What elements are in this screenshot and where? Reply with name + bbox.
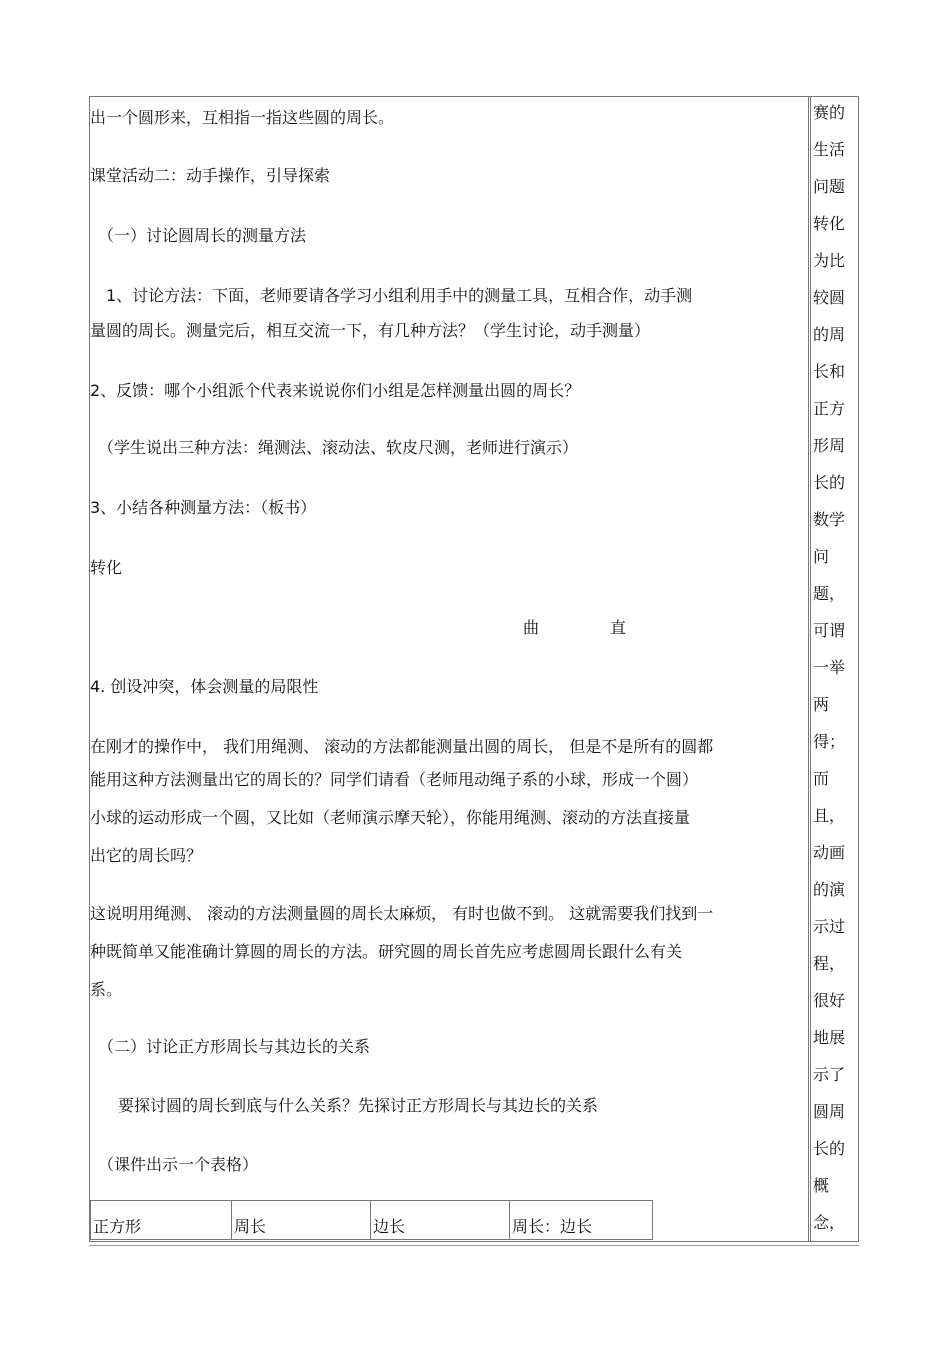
side-note-line: 长的 bbox=[813, 1139, 846, 1158]
side-note-line: 长的 bbox=[813, 473, 846, 492]
text-line: 量圆的周长。测量完后，相互交流一下，有几种方法？（学生讨论，动手测量） bbox=[90, 321, 651, 340]
side-note-line: 转化 bbox=[813, 214, 846, 233]
text-line: 出一个圆形来，互相指一指这些圆的周长。 bbox=[90, 108, 395, 127]
side-note-line: 圆周 bbox=[813, 1102, 846, 1121]
table-header-cell: 周长 bbox=[232, 1201, 371, 1240]
side-note-line: 生活 bbox=[813, 140, 846, 159]
text-line: 种既简单又能准确计算圆的周长的方法。研究圆的周长首先应考虑圆周长跟什么有关 bbox=[90, 942, 683, 961]
side-note-line: 而 bbox=[813, 769, 830, 788]
table-row bbox=[91, 1201, 653, 1240]
text-line: 要探讨圆的周长到底与什么关系？先探讨正方形周长与其边长的关系 bbox=[118, 1096, 599, 1115]
text-line: 3、小结各种测量方法：（板书） bbox=[90, 498, 317, 517]
text-line: （学生说出三种方法：绳测法、滚动法、软皮尺测，老师进行演示） bbox=[98, 438, 579, 457]
table-header-cell: 边长 bbox=[371, 1201, 510, 1240]
column-divider bbox=[808, 96, 811, 1242]
side-note-line: 的周 bbox=[813, 325, 846, 344]
outer-table-frame bbox=[89, 96, 859, 1242]
text-line: 在刚才的操作中， 我们用绳测、 滚动的方法都能测量出圆的周长， 但是不是所有的圆都 bbox=[90, 737, 714, 756]
side-note-line: 程， bbox=[813, 954, 846, 973]
text-line: 这说明用绳测、 滚动的方法测量圆的周长太麻烦， 有时也做不到。 这就需要我们找到一 bbox=[90, 904, 714, 923]
side-note-line: 问题 bbox=[813, 177, 846, 196]
side-note-line: 赛的 bbox=[813, 103, 846, 122]
side-note-line: 问 bbox=[813, 547, 830, 566]
table-header-cell: 周长：边长 bbox=[510, 1201, 653, 1240]
text-line: 出它的周长吗？ bbox=[90, 846, 203, 865]
section-heading: （一）讨论圆周长的测量方法 bbox=[98, 226, 307, 245]
text-line: 小球的运动形成一个圆，又比如（老师演示摩天轮），你能用绳测、滚动的方法直接量 bbox=[90, 808, 691, 827]
side-note-line: 得； bbox=[813, 732, 846, 751]
side-note-line: 示了 bbox=[813, 1065, 846, 1084]
side-note-line: 正方 bbox=[813, 399, 846, 418]
side-note-line: 较圆 bbox=[813, 288, 846, 307]
side-note-line: 且， bbox=[813, 806, 846, 825]
text-line: 系。 bbox=[90, 980, 123, 999]
side-note-line: 动画 bbox=[813, 843, 846, 862]
side-note-line: 形周 bbox=[813, 436, 846, 455]
text-line: 能用这种方法测量出它的周长的？同学们请看（老师甩动绳子系的小球，形成一个圆） bbox=[90, 770, 699, 789]
activity-heading: 课堂活动二：动手操作，引导探索 bbox=[90, 166, 331, 185]
text-curve: 曲 bbox=[523, 618, 540, 637]
side-note-line: 概 bbox=[813, 1176, 830, 1195]
text-line: 转化 bbox=[90, 558, 123, 577]
side-note-line: 的演 bbox=[813, 880, 846, 899]
side-note-line: 示过 bbox=[813, 917, 846, 936]
square-table bbox=[90, 1200, 653, 1240]
side-note-line: 地展 bbox=[813, 1028, 846, 1047]
side-note-line: 长和 bbox=[813, 362, 846, 381]
table-header-cell: 正方形 bbox=[91, 1201, 232, 1240]
text-line: 4. 创设冲突，体会测量的局限性 bbox=[90, 677, 319, 696]
text-straight: 直 bbox=[610, 618, 627, 637]
section-heading: （二）讨论正方形周长与其边长的关系 bbox=[98, 1037, 371, 1056]
side-note-line: 可谓 bbox=[813, 621, 846, 640]
side-note-line: 题， bbox=[813, 584, 846, 603]
side-note-line: 为比 bbox=[813, 251, 846, 270]
side-note-line: 一举 bbox=[813, 658, 846, 677]
text-line: 1、讨论方法：下面，老师要请各学习小组利用手中的测量工具，互相合作，动手测 bbox=[106, 286, 693, 305]
side-note-line: 两 bbox=[813, 695, 830, 714]
text-line: （课件出示一个表格） bbox=[98, 1155, 259, 1174]
side-note-line: 很好 bbox=[813, 991, 846, 1010]
side-note-line: 念， bbox=[813, 1213, 846, 1232]
text-line: 2、反馈：哪个小组派个代表来说说你们小组是怎样测量出圆的周长？ bbox=[90, 381, 581, 400]
side-note-line: 数学 bbox=[813, 510, 846, 529]
